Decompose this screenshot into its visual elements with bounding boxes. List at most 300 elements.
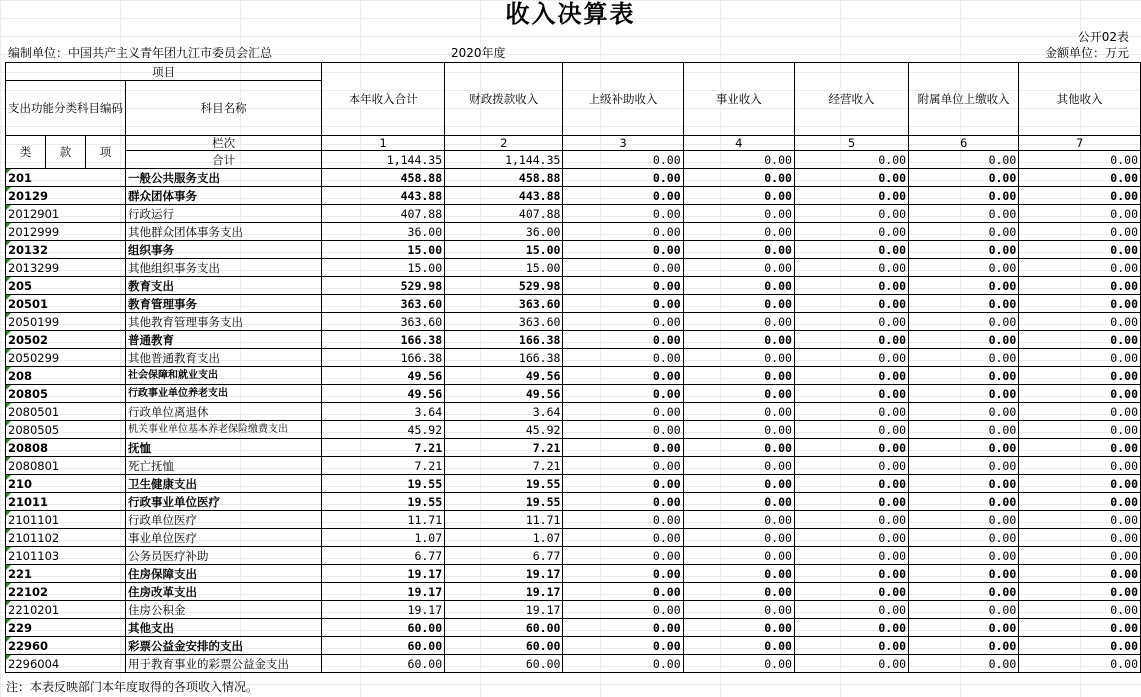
amount-cell: 19.17 (322, 565, 445, 583)
amount-cell: 0.00 (1019, 223, 1141, 241)
subject-code: 205 (6, 277, 126, 295)
amount-cell: 0.00 (1019, 547, 1141, 565)
subject-code: 20805 (6, 385, 126, 403)
amount-cell: 0.00 (563, 313, 683, 331)
subject-code: 20501 (6, 295, 126, 313)
amount-cell: 0.00 (794, 205, 908, 223)
amount-cell: 6.77 (322, 547, 445, 565)
amount-cell: 0.00 (1019, 313, 1141, 331)
subject-name: 住房保障支出 (126, 565, 322, 583)
amount-cell: 1.07 (445, 529, 563, 547)
amount-cell: 0.00 (563, 529, 683, 547)
table-row (6, 619, 1141, 637)
amount-cell: 0.00 (909, 223, 1019, 241)
amount-cell: 166.38 (322, 331, 445, 349)
amount-cell: 0.00 (683, 457, 794, 475)
amount-cell: 0.00 (909, 637, 1019, 655)
amount-cell: 0.00 (683, 565, 794, 583)
amount-cell: 19.55 (445, 493, 563, 511)
amount-cell: 0.00 (563, 601, 683, 619)
subject-name: 卫生健康支出 (126, 475, 322, 493)
amount-cell: 0.00 (1019, 187, 1141, 205)
amount-cell: 166.38 (322, 349, 445, 367)
amount-cell: 0.00 (909, 565, 1019, 583)
total-label: 合计 (126, 151, 322, 169)
amount-cell: 0.00 (683, 367, 794, 385)
amount-cell: 0.00 (794, 493, 908, 511)
lanci-label: 栏次 (126, 136, 322, 151)
table-row (6, 205, 1141, 223)
amount-cell: 0.00 (1019, 259, 1141, 277)
amount-cell: 0.00 (909, 601, 1019, 619)
amount-cell: 0.00 (683, 313, 794, 331)
header-col-6: 附属单位上缴收入 (909, 63, 1019, 136)
amount-cell: 0.00 (1019, 583, 1141, 601)
subject-code: 2050299 (6, 349, 126, 367)
form-number: 公开02表 (1077, 30, 1129, 44)
amount-cell: 0.00 (563, 583, 683, 601)
subject-code: 20129 (6, 187, 126, 205)
amount-cell: 458.88 (445, 169, 563, 187)
amount-cell: 0.00 (794, 475, 908, 493)
amount-cell: 0.00 (909, 493, 1019, 511)
amount-cell: 0.00 (909, 475, 1019, 493)
amount-cell: 3.64 (445, 403, 563, 421)
table-row (6, 565, 1141, 583)
amount-cell: 0.00 (563, 421, 683, 439)
amount-cell: 0.00 (794, 259, 908, 277)
subject-name: 其他群众团体事务支出 (126, 223, 322, 241)
amount-cell: 0.00 (1019, 529, 1141, 547)
amount-cell: 0.00 (794, 367, 908, 385)
subject-name: 一般公共服务支出 (126, 169, 322, 187)
total-value: 0.00 (563, 151, 683, 169)
amount-cell: 0.00 (794, 529, 908, 547)
amount-cell: 0.00 (683, 511, 794, 529)
subject-code: 20132 (6, 241, 126, 259)
table-row (6, 259, 1141, 277)
total-value: 1,144.35 (322, 151, 445, 169)
amount-cell: 0.00 (563, 187, 683, 205)
subject-name: 行政运行 (126, 205, 322, 223)
amount-cell: 363.60 (445, 313, 563, 331)
amount-cell: 0.00 (794, 439, 908, 457)
amount-cell: 0.00 (794, 583, 908, 601)
amount-cell: 0.00 (794, 169, 908, 187)
lanci-num: 5 (794, 136, 908, 151)
amount-cell: 0.00 (683, 601, 794, 619)
amount-cell: 0.00 (1019, 367, 1141, 385)
amount-cell: 0.00 (909, 421, 1019, 439)
amount-cell: 19.55 (322, 493, 445, 511)
amount-cell: 0.00 (909, 511, 1019, 529)
table-row (6, 583, 1141, 601)
amount-cell: 0.00 (1019, 475, 1141, 493)
amount-cell: 19.55 (322, 475, 445, 493)
amount-cell: 0.00 (909, 295, 1019, 313)
header-col-4: 事业收入 (683, 63, 794, 136)
subject-name: 其他普通教育支出 (126, 349, 322, 367)
subject-name: 行政单位离退休 (126, 403, 322, 421)
table-row (6, 493, 1141, 511)
amount-cell: 0.00 (1019, 295, 1141, 313)
header-code: 支出功能分类科目编码 (6, 81, 126, 136)
amount-cell: 0.00 (794, 277, 908, 295)
compiling-unit: 编制单位：中国共产主义青年团九江市委员会汇总 (8, 46, 273, 60)
fiscal-year: 2020年度 (451, 46, 506, 60)
amount-cell: 0.00 (563, 403, 683, 421)
header-col-3: 上级补助收入 (563, 63, 683, 136)
amount-cell: 407.88 (322, 205, 445, 223)
subject-name: 其他教育管理事务支出 (126, 313, 322, 331)
amount-cell: 0.00 (1019, 511, 1141, 529)
amount-cell: 0.00 (794, 241, 908, 259)
subject-name: 彩票公益金安排的支出 (126, 637, 322, 655)
amount-cell: 0.00 (683, 169, 794, 187)
subject-name: 其他组织事务支出 (126, 259, 322, 277)
amount-cell: 15.00 (445, 241, 563, 259)
amount-cell: 0.00 (683, 259, 794, 277)
subject-code: 2080501 (6, 403, 126, 421)
amount-cell: 363.60 (322, 295, 445, 313)
amount-cell: 0.00 (909, 655, 1019, 673)
amount-cell: 0.00 (909, 367, 1019, 385)
subject-name: 公务员医疗补助 (126, 547, 322, 565)
amount-cell: 19.17 (322, 601, 445, 619)
subject-name: 死亡抚恤 (126, 457, 322, 475)
amount-cell: 0.00 (1019, 619, 1141, 637)
amount-cell: 15.00 (322, 259, 445, 277)
amount-cell: 0.00 (909, 259, 1019, 277)
amount-cell: 0.00 (909, 529, 1019, 547)
amount-cell: 49.56 (445, 385, 563, 403)
subject-code: 201 (6, 169, 126, 187)
amount-cell: 443.88 (445, 187, 563, 205)
amount-cell: 49.56 (322, 385, 445, 403)
subject-code: 221 (6, 565, 126, 583)
amount-cell: 0.00 (794, 403, 908, 421)
lanci-num: 1 (322, 136, 445, 151)
amount-cell: 0.00 (794, 187, 908, 205)
amount-cell: 0.00 (794, 421, 908, 439)
amount-cell: 0.00 (563, 637, 683, 655)
amount-cell: 0.00 (909, 403, 1019, 421)
table-row (6, 529, 1141, 547)
amount-cell: 0.00 (794, 619, 908, 637)
table-row (6, 547, 1141, 565)
table-row (6, 457, 1141, 475)
table-row (6, 313, 1141, 331)
amount-cell: 363.60 (445, 295, 563, 313)
header-xiang: 项 (86, 136, 126, 169)
amount-cell: 0.00 (909, 187, 1019, 205)
amount-cell: 0.00 (563, 205, 683, 223)
amount-cell: 0.00 (1019, 331, 1141, 349)
subject-code: 20502 (6, 331, 126, 349)
amount-cell: 0.00 (683, 475, 794, 493)
income-table (5, 62, 1141, 673)
header-col-2: 财政拨款收入 (445, 63, 563, 136)
total-value: 0.00 (683, 151, 794, 169)
amount-cell: 0.00 (563, 475, 683, 493)
table-row (6, 331, 1141, 349)
amount-cell: 15.00 (322, 241, 445, 259)
amount-cell: 0.00 (909, 385, 1019, 403)
subject-code: 2101101 (6, 511, 126, 529)
amount-cell: 0.00 (563, 457, 683, 475)
subject-code: 2101103 (6, 547, 126, 565)
amount-cell: 0.00 (683, 277, 794, 295)
subject-code: 2050199 (6, 313, 126, 331)
subject-name: 住房公积金 (126, 601, 322, 619)
amount-cell: 0.00 (683, 223, 794, 241)
table-row (6, 277, 1141, 295)
amount-cell: 0.00 (909, 169, 1019, 187)
amount-cell: 0.00 (794, 331, 908, 349)
subject-code: 21011 (6, 493, 126, 511)
table-row (6, 511, 1141, 529)
amount-cell: 0.00 (563, 295, 683, 313)
amount-cell: 0.00 (1019, 277, 1141, 295)
table-row (6, 439, 1141, 457)
table-row (6, 637, 1141, 655)
table-row (6, 241, 1141, 259)
header-name: 科目名称 (126, 81, 322, 136)
amount-cell: 0.00 (683, 493, 794, 511)
amount-cell: 0.00 (909, 547, 1019, 565)
amount-cell: 60.00 (445, 637, 563, 655)
amount-cell: 0.00 (909, 439, 1019, 457)
amount-cell: 7.21 (322, 457, 445, 475)
amount-cell: 0.00 (794, 547, 908, 565)
amount-cell: 0.00 (794, 349, 908, 367)
amount-cell: 0.00 (1019, 493, 1141, 511)
amount-cell: 0.00 (909, 349, 1019, 367)
amount-cell: 0.00 (683, 403, 794, 421)
amount-cell: 0.00 (683, 349, 794, 367)
amount-cell: 529.98 (322, 277, 445, 295)
amount-cell: 529.98 (445, 277, 563, 295)
amount-cell: 0.00 (1019, 655, 1141, 673)
subject-code: 22960 (6, 637, 126, 655)
amount-cell: 0.00 (563, 511, 683, 529)
subject-name: 住房改革支出 (126, 583, 322, 601)
amount-cell: 45.92 (322, 421, 445, 439)
amount-cell: 0.00 (563, 349, 683, 367)
subject-name: 社会保障和就业支出 (126, 367, 322, 385)
amount-cell: 49.56 (322, 367, 445, 385)
subject-name: 其他支出 (126, 619, 322, 637)
subject-name: 抚恤 (126, 439, 322, 457)
amount-cell: 458.88 (322, 169, 445, 187)
amount-cell: 45.92 (445, 421, 563, 439)
amount-cell: 0.00 (1019, 421, 1141, 439)
amount-cell: 11.71 (445, 511, 563, 529)
amount-cell: 0.00 (683, 655, 794, 673)
subject-name: 行政单位医疗 (126, 511, 322, 529)
subject-name: 群众团体事务 (126, 187, 322, 205)
amount-cell: 0.00 (683, 529, 794, 547)
amount-cell: 49.56 (445, 367, 563, 385)
table-row (6, 367, 1141, 385)
amount-cell: 60.00 (445, 619, 563, 637)
amount-cell: 0.00 (794, 565, 908, 583)
amount-cell: 7.21 (445, 457, 563, 475)
subject-name: 教育管理事务 (126, 295, 322, 313)
amount-cell: 0.00 (563, 439, 683, 457)
subject-code: 208 (6, 367, 126, 385)
amount-cell: 0.00 (909, 619, 1019, 637)
amount-cell: 0.00 (563, 277, 683, 295)
amount-cell: 407.88 (445, 205, 563, 223)
total-value: 0.00 (909, 151, 1019, 169)
amount-cell: 0.00 (563, 223, 683, 241)
subject-code: 2080801 (6, 457, 126, 475)
amount-cell: 0.00 (794, 385, 908, 403)
amount-cell: 60.00 (322, 655, 445, 673)
amount-cell: 19.17 (445, 601, 563, 619)
subject-code: 2080505 (6, 421, 126, 439)
subject-code: 2013299 (6, 259, 126, 277)
amount-cell: 0.00 (563, 367, 683, 385)
amount-cell: 7.21 (445, 439, 563, 457)
subject-code: 2101102 (6, 529, 126, 547)
amount-cell: 0.00 (1019, 403, 1141, 421)
amount-cell: 19.55 (445, 475, 563, 493)
amount-cell: 0.00 (563, 385, 683, 403)
amount-cell: 0.00 (683, 547, 794, 565)
header-kuan: 款 (46, 136, 86, 169)
amount-cell: 60.00 (322, 619, 445, 637)
subject-name: 行政事业单位医疗 (126, 493, 322, 511)
amount-cell: 0.00 (683, 187, 794, 205)
amount-cell: 60.00 (445, 655, 563, 673)
table-row (6, 169, 1141, 187)
amount-cell: 0.00 (1019, 637, 1141, 655)
total-value: 1,144.35 (445, 151, 563, 169)
header-col-7: 其他收入 (1019, 63, 1141, 136)
amount-cell: 166.38 (445, 349, 563, 367)
amount-cell: 0.00 (1019, 169, 1141, 187)
table-row (6, 295, 1141, 313)
amount-cell: 0.00 (794, 457, 908, 475)
amount-cell: 0.00 (909, 583, 1019, 601)
amount-cell: 0.00 (563, 241, 683, 259)
amount-cell: 0.00 (909, 331, 1019, 349)
amount-cell: 0.00 (1019, 439, 1141, 457)
table-row (6, 187, 1141, 205)
amount-cell: 0.00 (794, 313, 908, 331)
money-unit: 金额单位：万元 (1044, 46, 1129, 60)
amount-cell: 0.00 (563, 565, 683, 583)
amount-cell: 0.00 (1019, 385, 1141, 403)
amount-cell: 0.00 (563, 493, 683, 511)
amount-cell: 0.00 (1019, 349, 1141, 367)
amount-cell: 0.00 (683, 421, 794, 439)
amount-cell: 0.00 (909, 241, 1019, 259)
subject-code: 2296004 (6, 655, 126, 673)
lanci-num: 6 (909, 136, 1019, 151)
table-row (6, 601, 1141, 619)
header-item: 项目 (6, 63, 322, 81)
amount-cell: 0.00 (683, 205, 794, 223)
lanci-num: 4 (683, 136, 794, 151)
amount-cell: 19.17 (445, 583, 563, 601)
amount-cell: 19.17 (322, 583, 445, 601)
amount-cell: 36.00 (445, 223, 563, 241)
amount-cell: 0.00 (563, 331, 683, 349)
amount-cell: 15.00 (445, 259, 563, 277)
amount-cell: 1.07 (322, 529, 445, 547)
amount-cell: 0.00 (563, 169, 683, 187)
page-title: 收入决算表 (505, 0, 636, 28)
amount-cell: 0.00 (683, 385, 794, 403)
table-row (6, 223, 1141, 241)
subject-code: 2210201 (6, 601, 126, 619)
subject-code: 2012901 (6, 205, 126, 223)
amount-cell: 0.00 (563, 547, 683, 565)
amount-cell: 60.00 (322, 637, 445, 655)
amount-cell: 0.00 (683, 583, 794, 601)
subject-code: 210 (6, 475, 126, 493)
lanci-num: 3 (563, 136, 683, 151)
table-row (6, 385, 1141, 403)
lanci-num: 7 (1019, 136, 1141, 151)
footnote: 注：本表反映部门本年度取得的各项收入情况。 (6, 680, 259, 694)
header-lei: 类 (6, 136, 46, 169)
total-value: 0.00 (1019, 151, 1141, 169)
amount-cell: 0.00 (683, 619, 794, 637)
subject-name: 行政事业单位养老支出 (126, 385, 322, 403)
amount-cell: 0.00 (909, 457, 1019, 475)
subject-code: 20808 (6, 439, 126, 457)
amount-cell: 6.77 (445, 547, 563, 565)
amount-cell: 0.00 (794, 511, 908, 529)
info-row (0, 45, 1141, 62)
lanci-num: 2 (445, 136, 563, 151)
subject-name: 用于教育事业的彩票公益金支出 (126, 655, 322, 673)
amount-cell: 0.00 (909, 205, 1019, 223)
amount-cell: 0.00 (683, 439, 794, 457)
total-value: 0.00 (794, 151, 908, 169)
amount-cell: 0.00 (1019, 205, 1141, 223)
amount-cell: 0.00 (683, 241, 794, 259)
amount-cell: 0.00 (1019, 457, 1141, 475)
amount-cell: 7.21 (322, 439, 445, 457)
subject-code: 2012999 (6, 223, 126, 241)
amount-cell: 443.88 (322, 187, 445, 205)
amount-cell: 0.00 (794, 601, 908, 619)
amount-cell: 19.17 (445, 565, 563, 583)
amount-cell: 166.38 (445, 331, 563, 349)
subject-name: 机关事业单位基本养老保险缴费支出 (126, 421, 322, 439)
amount-cell: 0.00 (563, 619, 683, 637)
amount-cell: 0.00 (794, 223, 908, 241)
amount-cell: 0.00 (909, 313, 1019, 331)
amount-cell: 36.00 (322, 223, 445, 241)
amount-cell: 11.71 (322, 511, 445, 529)
subject-name: 普通教育 (126, 331, 322, 349)
amount-cell: 3.64 (322, 403, 445, 421)
header-col-5: 经营收入 (794, 63, 908, 136)
amount-cell: 0.00 (794, 295, 908, 313)
amount-cell: 0.00 (563, 259, 683, 277)
table-row (6, 421, 1141, 439)
amount-cell: 0.00 (1019, 241, 1141, 259)
subject-code: 22102 (6, 583, 126, 601)
subject-name: 事业单位医疗 (126, 529, 322, 547)
header-col-1: 本年收入合计 (322, 63, 445, 136)
